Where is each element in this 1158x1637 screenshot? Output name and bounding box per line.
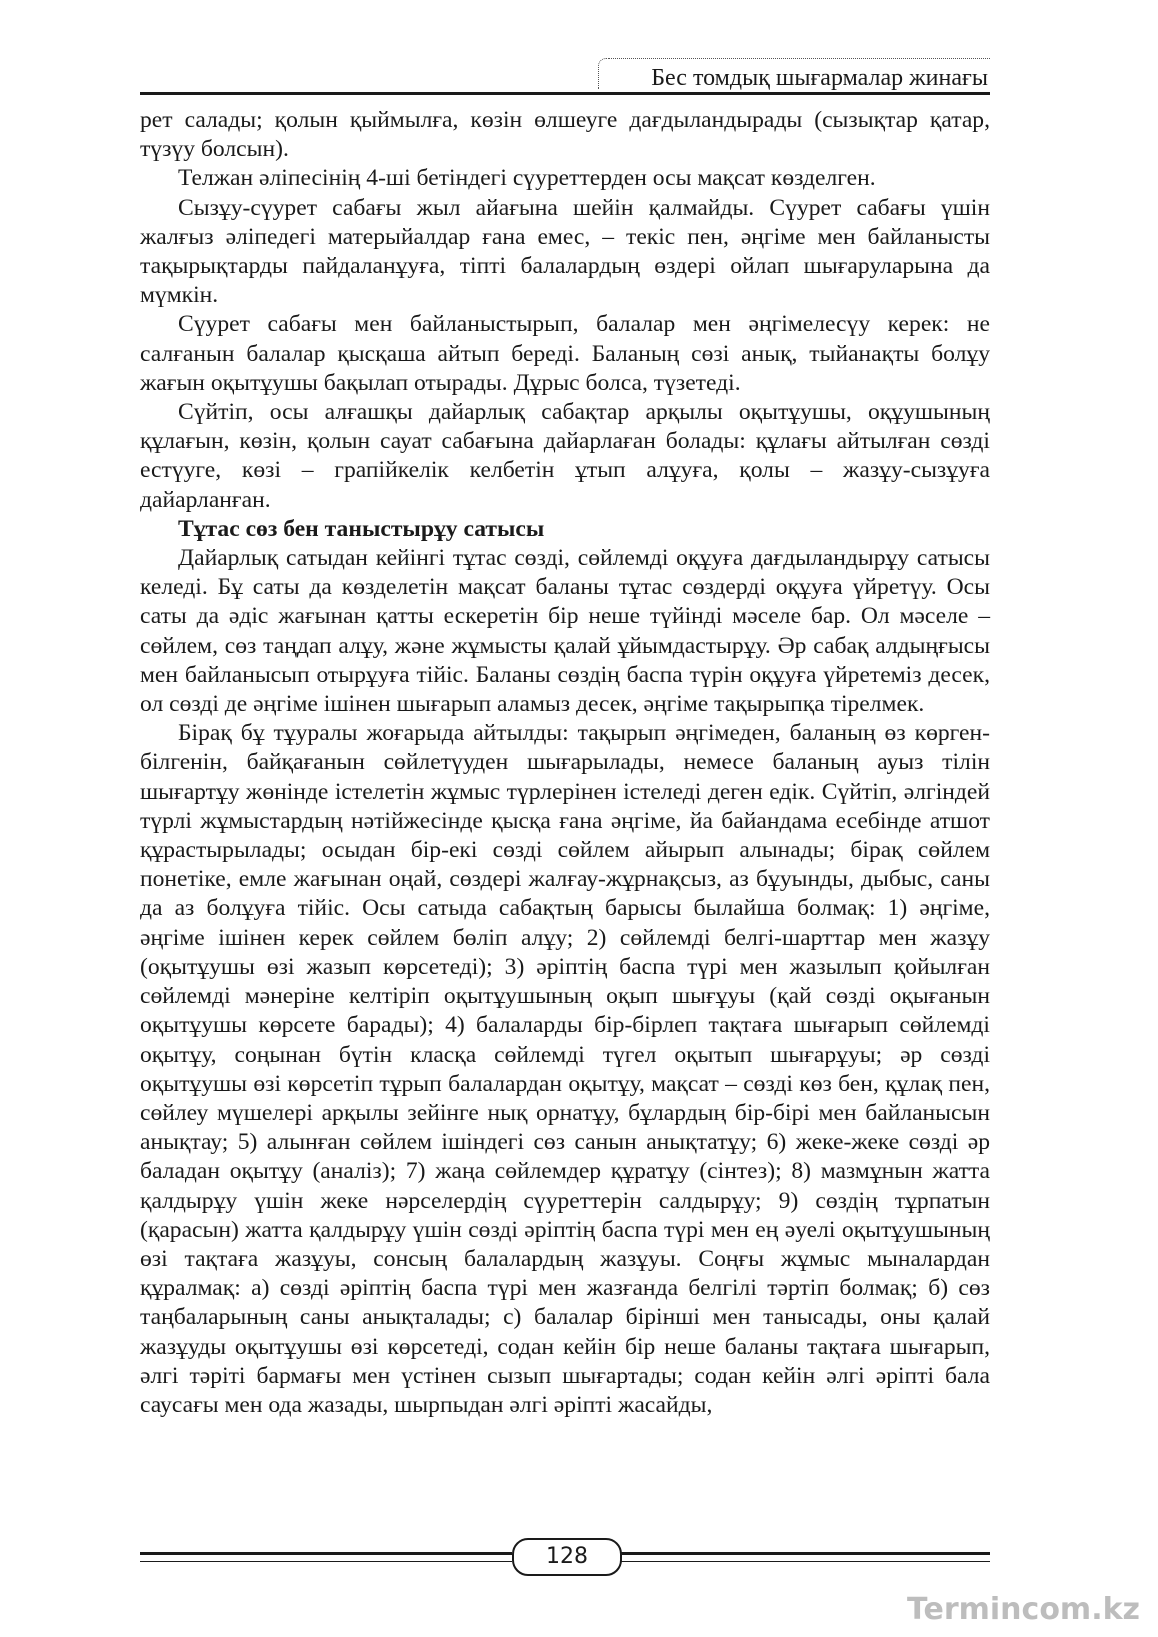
paragraph: Сүурет сабағы мен байланыстырып, балалар мен әңгімелесүу керек: не салғанын балалар қысқаша айтып береді. Баланың сөзі анық, тыйанақты болұу жағын оқытұушы бақылап отырады. Дұрыс болса, түзетеді.: [140, 311, 990, 396]
watermark-logo: Termincom.kz: [907, 1592, 1140, 1627]
paragraph: Сызұу-сүурет сабағы жыл айағына шейін қалмайды. Сүурет сабағы үшін жалғыз әліпедегі матерыйалдар ғана емес, – текіс пен, әңгіме мен байланысты тақырықтарды пайдаланұуға, тіпті балалардың өздері ойлап шығаруларына да мүмкін.: [140, 194, 990, 309]
header-dotted-line: [608, 58, 990, 59]
book-title: Бес томдық шығармалар жинағы: [651, 65, 988, 91]
paragraph: Дайарлық сатыдан кейінгі тұтас сөзді, сөйлемді оқұуға дағдыландырұу сатысы келеді. Бұ саты да көзделетін мақсат баланы тұтас сөздерді оқұуға үйретүу. Осы саты да әдіс жағынан қатты ескеретін бір неше түйінді мәселе бар. Ол мәселе – сөйлем, сөз таңдап алұу, және жұмысты қалай ұйымдастырұу. Әр сабақ алдыңғысы мен байланысып отырұуға тійіс. Баланы сөздің баспа түрін оқұуға үйретеміз десек, ол сөзді де әңгіме ішінен шығарып аламыз десек, әңгіме тақырыпқа тірелмек.: [140, 545, 990, 718]
section-heading: Тұтас сөз бен таныстырұу сатысы: [178, 515, 545, 542]
page-number: 128: [512, 1538, 622, 1576]
header-rule: [140, 92, 990, 95]
footer-rule-right: [618, 1552, 990, 1562]
paragraph: рет салады; қолын қыймылға, көзін өлшеуге дағдыландырады (сызықтар қатар, түзүу болсын).: [140, 107, 990, 163]
paragraph: Бірақ бұ тұуралы жоғарыда айтылды: тақырып әңгімеден, баланың өз көрген-білгенін, байқағанын сөйлетүуден шығарылады, немесе баланың ауыз тілін шығартұу жөнінде істелетін жұмыс түрлерінен істеледі деген едік. Сүйтіп, әлгіндей түрлі жұмыстардың нәтійжесінде қысқа ғана әңгіме, йа байандама есебінде атшот құрастырылады; осыдан бір-екі сөзді сөйлем айырып алынады; бірақ сөйлем понетіке, емле жағынан оңай, сөздері жалғау-жұрнақсыз, аз бұуынды, дыбыс, саны да аз болұуға тійіс. Осы сатыда сабақтың барысы былайша болмақ: 1) әңгіме, әңгіме ішінен керек сөйлем бөліп алұу; 2) сөйлемді белгі-шарттар мен жазұу (оқытұушы өзі жазып көрсетеді); 3) әріптің баспа түрі мен жазылып қойылған сөйлемді мәнеріне келтіріп оқытұушының оқып шығұуы (қай сөзді оқығанын оқытұушы көрсете барады); 4) балаларды бір-бірлеп тақтаға шығарып сөйлемді оқытұу, соңынан бүтін класқа сөйлемді түгел оқытып шығарұуы; әр сөзді оқытұушы өзі көрсетіп тұрып балалардан оқытұу, мақсат – сөзді көз бен, құлақ пен, сөйлеу мүшелері арқылы зейінге нық орнатұу, бұлардың бір-бірі мен байланысын анықтау; 5) алынған сөйлем ішіндегі сөз санын анықтатұу; 6) жеке-жеке сөзді әр баладан оқытұу (аналіз); 7) жаңа сөйлемдер құратұу (сінтез); 8) мазмұнын жатта қалдырұу үшін жеке нәрселердің сүуреттерін салдырұу; 9) сөздің тұрпатын (қарасын) жатта қалдырұу үшін сөзді әріптің баспа түрі мен ең әуелі оқытұушының өзі тақтаға жазұуы, сонсың балалардың жазұуы. Соңғы жұмыс мыналардан құралмақ: а) сөзді әріптің баспа түрі мен жазғанда белгілі тәртіп болмақ; б) сөз таңбаларының саны анықталады; с) балалар бірінші мен танысады, оны қалай жазұуды оқытұушы өзі көрсетеді, содан кейін бір неше баланы тақтаға шығарып, әлгі тәріті бармағы мен үстінен сызып шығартады; содан кейін әлгі әріпті бала саусағы мен ода жазады, шырпыдан әлгі әріпті жасайды,: [140, 720, 990, 1418]
footer-rule-left: [140, 1552, 512, 1562]
header-ornament: [598, 58, 609, 89]
page-body: [140, 106, 990, 1420]
paragraph: Сүйтіп, осы алғашқы дайарлық сабақтар арқылы оқытұушы, оқұушының құлағын, көзін, қолын сауат сабағына дайарлаған болады: құлағы айтылған сөзді естүуге, көзі – грапійкелік келбетін ұтып алұуға, қолы – жазұу-сызұуға дайарланған.: [140, 399, 990, 513]
running-header: [140, 52, 990, 96]
page-footer: [140, 1538, 990, 1578]
paragraph: Телжан әліпесінің 4-ші бетіндегі сүуреттерден осы мақсат көзделген.: [178, 165, 876, 192]
